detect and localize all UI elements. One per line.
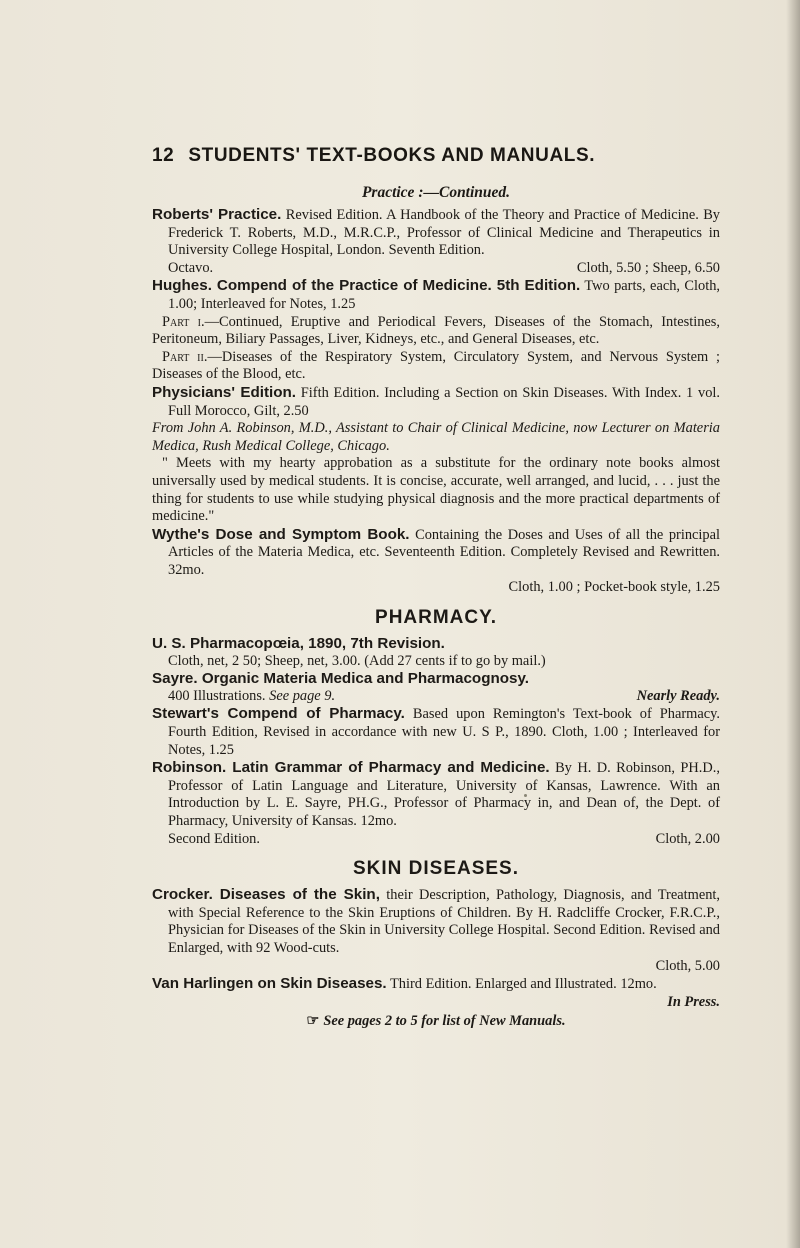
entry-sayre xyxy=(152,670,720,705)
entry-stewart xyxy=(152,705,720,759)
entry-robinson-edition: Second Edition. xyxy=(168,830,260,847)
entry-physicians xyxy=(152,384,720,526)
heading-pharmacy: PHARMACY. xyxy=(375,607,497,629)
page-content xyxy=(152,145,720,1030)
heading-skin-diseases: SKIN DISEASES. xyxy=(352,858,520,880)
running-head xyxy=(152,145,720,167)
entry-hughes-text: Two parts, each, Cloth, 1.00; Interleaved for Notes, 1.25 xyxy=(168,278,720,312)
entry-van-harlingen xyxy=(152,975,720,1011)
entry-van-harlingen-status: In Press. xyxy=(667,993,720,1010)
entry-stewart-title: Stewart's Compend of Pharmacy. xyxy=(152,705,405,723)
entry-crocker-price: Cloth, 5.00 xyxy=(655,957,720,974)
entry-robinson-text: By H. D. Robinson, PH.D., Professor of Latin Language and Literature, University of Kansas, Lawrence. With an Introduction by L. E. Sayre, PH.G., Professor of Pharmacy in, and Dean of, the Dept. of Pharmacy, University of Kansas. 12mo. xyxy=(168,760,720,829)
entry-robinson xyxy=(152,759,720,848)
entry-wythe-body xyxy=(152,526,720,580)
entry-wythe-price: Cloth, 1.00 ; Pocket-book style, 1.25 xyxy=(508,579,720,596)
entry-robinson-title: Robinson. Latin Grammar of Pharmacy and Medicine. xyxy=(152,759,550,777)
entry-sayre-text: 400 Illustrations. xyxy=(168,687,266,704)
entry-crocker-body xyxy=(152,886,720,957)
entry-roberts-body xyxy=(152,206,720,260)
entry-roberts-format: Octavo. xyxy=(168,259,214,276)
entry-van-harlingen-body xyxy=(152,975,720,994)
entry-usp-text: Cloth, net, 2 50; Sheep, net, 3.00. (Add 27 cents if to go by mail.) xyxy=(168,652,546,669)
part2-text: —Diseases of the Respiratory System, Circulatory System, and Nervous System ; Diseases of the Blood, etc. xyxy=(152,348,720,383)
pointing-hand-icon: ☞ xyxy=(306,1013,320,1030)
section-subtitle: Practice :—Continued. xyxy=(361,184,511,201)
part1-label: Part i. xyxy=(162,313,205,330)
entry-sayre-info xyxy=(168,688,335,706)
entry-physicians-quote: " Meets with my hearty approbation as a substitute for the ordinary note books almost universally used by medical students. It is concise, accurate, well arranged, and lucid, . . . just the thing for students to use while studying physical diagnosis and the more practical departments of medicine." xyxy=(152,455,720,525)
page-header-title: STUDENTS' TEXT-BOOKS AND MANUALS. xyxy=(188,145,596,166)
entry-sayre-status: Nearly Ready. xyxy=(636,687,720,704)
entry-wythe-title: Wythe's Dose and Symptom Book. xyxy=(152,525,410,543)
entry-crocker-title: Crocker. Diseases of the Skin, xyxy=(152,886,380,904)
entry-van-harlingen-title: Van Harlingen on Skin Diseases. xyxy=(152,975,387,993)
entry-roberts xyxy=(152,206,720,277)
entry-sayre-see: See page 9. xyxy=(269,687,336,704)
entry-wythe xyxy=(152,526,720,597)
entry-crocker-text: their Description, Pathology, Diagnosis, and Treatment, with Special Reference to the Skin Eruptions of Children. By H. Radcliffe Crocker, F.R.C.P., Physician for Diseases of the Skin in University College Hospital. Second Edition. Revised and Enlarged, with 92 Wood-cuts. xyxy=(168,887,720,956)
entry-sayre-title: Sayre. Organic Materia Medica and Pharmacognosy. xyxy=(152,670,530,688)
entry-crocker xyxy=(152,886,720,975)
entry-roberts-title: Roberts' Practice. xyxy=(152,206,282,223)
entry-physicians-text: Fifth Edition. Including a Section on Skin Diseases. With Index. 1 vol. Full Morocco, Gilt, 2.50 xyxy=(168,384,720,419)
entry-robinson-price: Cloth, 2.00 xyxy=(655,830,720,847)
entry-robinson-priceline xyxy=(152,831,720,849)
footnote xyxy=(152,1013,720,1030)
entry-hughes-part2 xyxy=(152,349,720,384)
entry-robinson-body xyxy=(152,759,720,830)
entry-sayre-line xyxy=(152,688,720,706)
entry-van-harlingen-text: Third Edition. Enlarged and Illustrated. 12mo. xyxy=(386,976,657,993)
part2-label: Part ii. xyxy=(162,348,208,365)
entry-usp-title: U. S. Pharmacopœia, 1890, 7th Revision. xyxy=(152,635,445,653)
entry-roberts-price: Cloth, 5.50 ; Sheep, 6.50 xyxy=(576,259,720,276)
entry-stewart-text: Based upon Remington's Text-book of Pharmacy. Fourth Edition, Revised in accordance with new U. S P., 1890. Cloth, 1.00 ; Interleaved for Notes, 1.25 xyxy=(168,706,720,758)
page-edge-shadow xyxy=(786,0,800,1248)
entry-hughes-title: Hughes. Compend of the Practice of Medicine. 5th Edition. xyxy=(152,277,581,295)
entry-roberts-priceline xyxy=(152,260,720,278)
entry-hughes-part1 xyxy=(152,314,720,349)
part1-text: —Continued, Eruptive and Periodical Fevers, Diseases of the Stomach, Intestines, Peritoneum, Biliary Passages, Liver, Kidneys, etc., and General Diseases, etc. xyxy=(152,313,720,348)
entry-wythe-text: Containing the Doses and Uses of all the principal Articles of the Materia Medica, etc. Seventeenth Edition. Completely Revised and Rewritten. 32mo. xyxy=(168,526,721,578)
entry-hughes-body xyxy=(152,277,720,313)
page-number: 12 xyxy=(152,145,175,166)
entry-stewart-body xyxy=(152,705,720,759)
footnote-text: See pages 2 to 5 for list of New Manuals. xyxy=(323,1013,566,1030)
entry-usp xyxy=(152,635,720,670)
entry-physicians-from: From John A. Robinson, M.D., Assistant to Chair of Clinical Medicine, now Lecturer on Materia Medica, Rush Medical College, Chicago. xyxy=(152,420,720,454)
entry-hughes xyxy=(152,277,720,384)
entry-physicians-body xyxy=(152,384,720,420)
entry-roberts-text: Revised Edition. A Handbook of the Theory and Practice of Medicine. By Frederick T. Roberts, M.D., M.R.C.P., Professor of Clinical Medicine and Therapeutics in University College Hospital, London. Seventh Edition. xyxy=(168,207,721,259)
entry-physicians-title: Physicians' Edition. xyxy=(152,383,297,401)
